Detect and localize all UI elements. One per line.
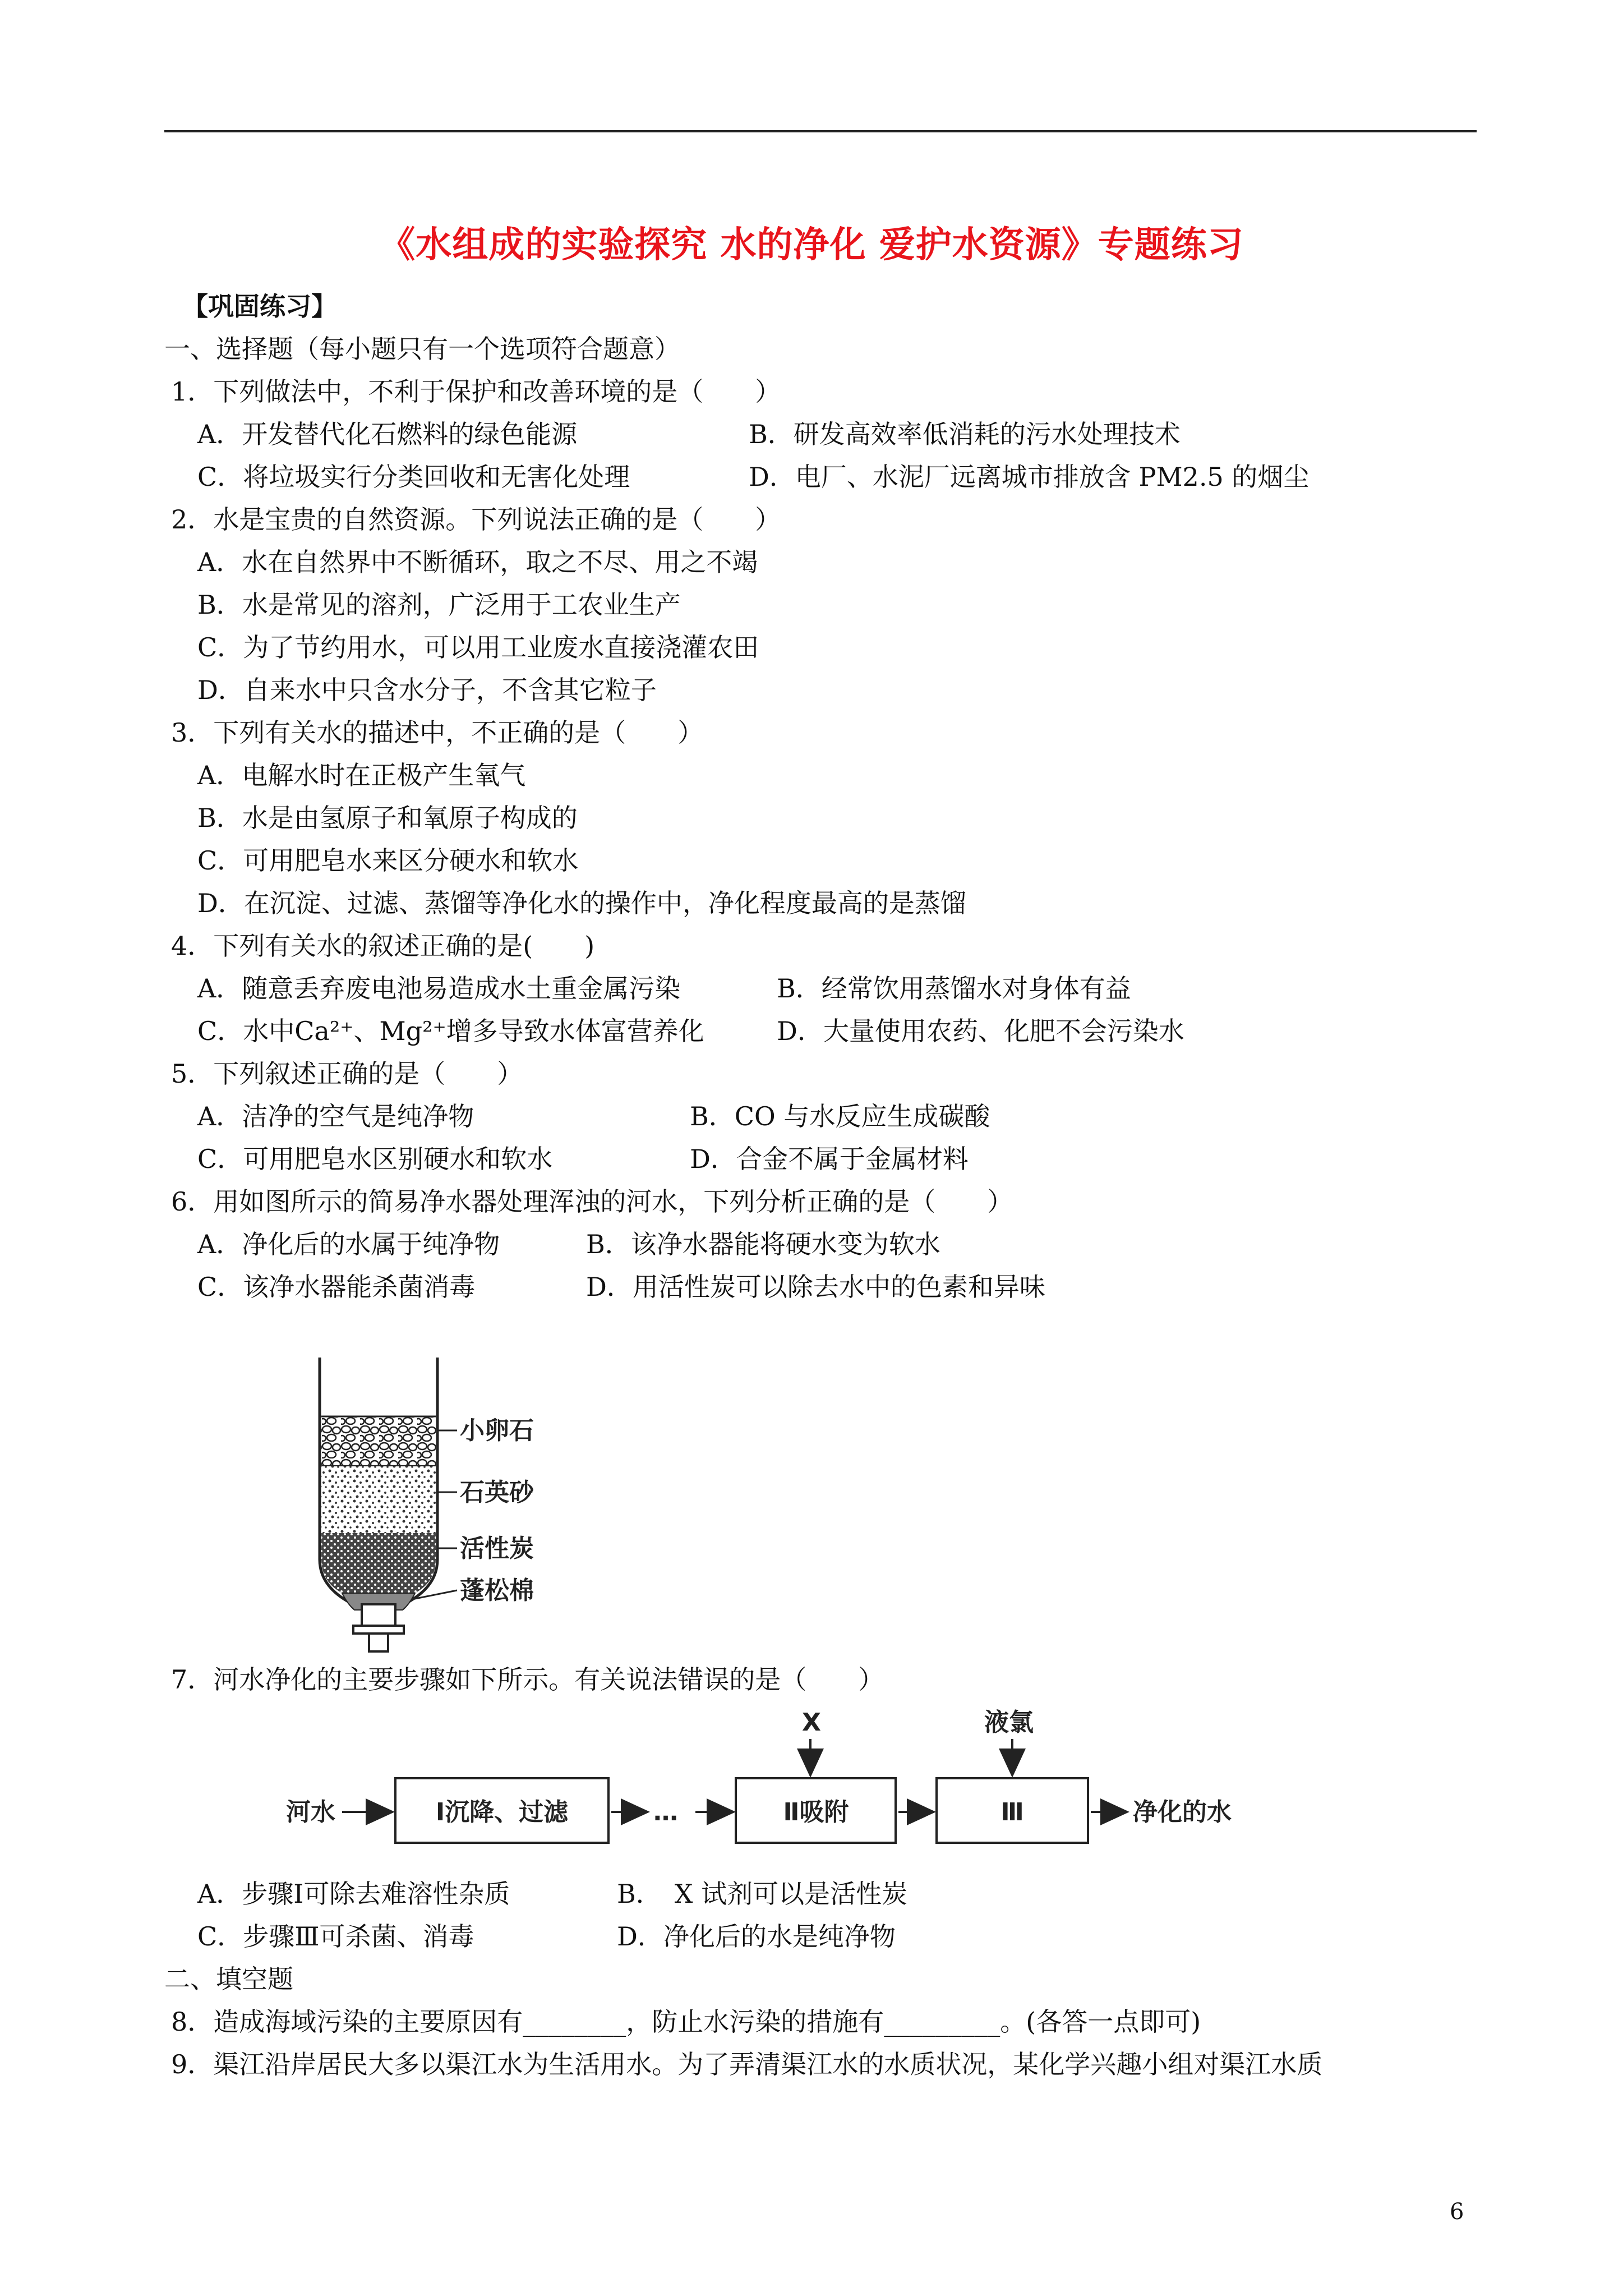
question-6-option-a: A．净化后的水属于纯净物	[197, 1229, 500, 1259]
question-2-option-a: A．水在自然界中不断循环，取之不尽、用之不竭	[197, 547, 758, 577]
question-7-option-b: B． X 试剂可以是活性炭	[617, 1879, 908, 1909]
question-6-option-b: B．该净水器能将硬水变为软水	[586, 1229, 940, 1259]
label-activated-carbon: 活性炭	[460, 1534, 534, 1563]
step-1-label: Ⅰ沉降、过滤	[435, 1798, 569, 1826]
page-title: 《水组成的实验探究 水的净化 爱护水资源》专题练习	[379, 224, 1244, 266]
question-1-stem: 1．下列做法中，不利于保护和改善环境的是（ ）	[171, 376, 781, 407]
question-7-stem: 7．河水净化的主要步骤如下所示。有关说法错误的是（ ）	[171, 1664, 884, 1695]
question-6-option-c: C．该净水器能杀菌消毒	[197, 1272, 476, 1302]
label-cotton: 蓬松棉	[460, 1576, 534, 1605]
question-2-option-d: D．自来水中只含水分子，不含其它粒子	[197, 675, 657, 705]
part-two-heading: 二、填空题	[164, 1964, 293, 1994]
question-7-option-d: D．净化后的水是纯净物	[617, 1921, 896, 1952]
water-filter-diagram	[303, 1358, 594, 1655]
flow-output-label: 净化的水	[1133, 1798, 1232, 1826]
question-5-option-d: D．合金不属于金属材料	[690, 1144, 969, 1174]
question-2-option-b: B．水是常见的溶剂，广泛用于工农业生产	[197, 590, 681, 620]
question-3-stem: 3．下列有关水的描述中，不正确的是（ ）	[171, 717, 704, 748]
question-6-option-d: D．用活性炭可以除去水中的色素和异味	[586, 1272, 1045, 1302]
question-4-option-d: D．大量使用农药、化肥不会污染水	[777, 1016, 1184, 1046]
header-rule	[164, 130, 1477, 132]
question-5-option-c: C．可用肥皂水区别硬水和软水	[197, 1144, 553, 1174]
question-6-stem: 6．用如图所示的简易净水器处理浑浊的河水，下列分析正确的是（ ）	[171, 1186, 1013, 1217]
question-4-option-b: B．经常饮用蒸馏水对身体有益	[777, 973, 1131, 1004]
question-7-option-a: A．步骤Ⅰ可除去难溶性杂质	[197, 1879, 510, 1909]
question-2-stem: 2．水是宝贵的自然资源。下列说法正确的是（ ）	[171, 504, 781, 535]
question-7-option-c: C．步骤Ⅲ可杀菌、消毒	[197, 1921, 474, 1952]
water-purification-flowchart	[280, 1705, 1290, 1862]
step-2-label: Ⅱ吸附	[783, 1798, 849, 1826]
flow-ellipsis: …	[653, 1798, 678, 1826]
question-9: 9．渠江沿岸居民大多以渠江水为生活用水。为了弄清渠江水的水质状况，某化学兴趣小组对渠江水质	[171, 2049, 1323, 2079]
question-4-stem: 4．下列有关水的叙述正确的是( )	[171, 931, 595, 961]
section-heading: 【巩固练习】	[182, 291, 337, 321]
label-pebbles: 小卵石	[460, 1416, 534, 1445]
question-1-option-d: D．电厂、水泥厂远离城市排放含 PM2.5 的烟尘	[749, 462, 1310, 492]
question-3-option-d: D．在沉淀、过滤、蒸馏等净化水的操作中，净化程度最高的是蒸馏	[197, 888, 966, 918]
question-1-option-b: B．研发高效率低消耗的污水处理技术	[749, 419, 1181, 449]
filter-outlet	[353, 1604, 404, 1651]
question-5-option-b: B．CO 与水反应生成碳酸	[690, 1101, 990, 1131]
reagent-x-label: X	[802, 1708, 821, 1737]
question-3-option-c: C．可用肥皂水来区分硬水和软水	[197, 845, 579, 876]
reagent-chlorine-label: 液氯	[984, 1708, 1034, 1737]
question-5-stem: 5．下列叙述正确的是（ ）	[171, 1059, 523, 1089]
activated-carbon-layer	[321, 1533, 436, 1593]
flow-input-label: 河水	[286, 1798, 335, 1826]
pebble-layer	[321, 1416, 436, 1466]
question-4-option-c: C．水中Ca²⁺、Mg²⁺增多导致水体富营养化	[197, 1016, 704, 1046]
part-one-heading: 一、选择题（每小题只有一个选项符合题意）	[164, 334, 680, 364]
question-5-option-a: A．洁净的空气是纯净物	[197, 1101, 474, 1131]
page-number: 6	[1450, 2199, 1464, 2225]
question-2-option-c: C．为了节约用水，可以用工业废水直接浇灌农田	[197, 632, 759, 662]
question-3-option-a: A．电解水时在正极产生氧气	[197, 760, 526, 790]
label-quartz-sand: 石英砂	[460, 1478, 534, 1507]
question-8: 8．造成海域污染的主要原因有________，防止水污染的措施有_________。(各答一点即可)	[171, 2007, 1201, 2037]
question-1-option-c: C．将垃圾实行分类回收和无害化处理	[197, 462, 630, 492]
question-4-option-a: A．随意丢弃废电池易造成水土重金属污染	[197, 973, 681, 1004]
question-1-option-a: A．开发替代化石燃料的绿色能源	[197, 419, 578, 449]
quartz-sand-layer	[321, 1466, 436, 1533]
step-3-label: Ⅲ	[1000, 1798, 1024, 1826]
question-3-option-b: B．水是由氢原子和氧原子构成的	[197, 803, 578, 833]
